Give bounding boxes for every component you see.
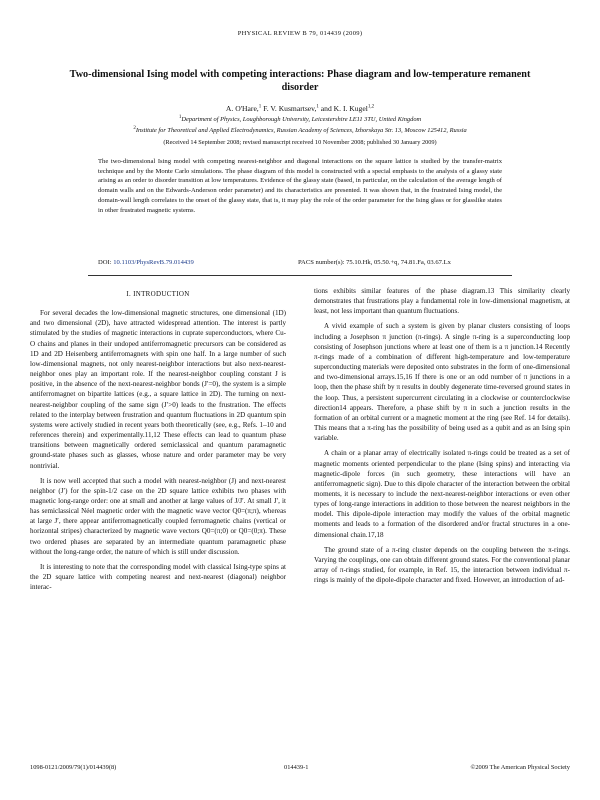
doi-link[interactable]: 10.1103/PhysRevB.79.014439 <box>113 259 194 266</box>
footer-issn: 1098-0121/2009/79(1)/014439(8) <box>30 764 117 771</box>
author-name: A. O'Hare, <box>225 104 259 113</box>
paragraph: tions exhibits similar features of the phase diagram.13 This similarity clearly demonstrates that frustrations play a fundamental role in low-dimensional magnetism, at least, not less important than quantum fluctuations. <box>314 287 570 316</box>
paragraph: A chain or a planar array of electrically isolated π-rings could be treated as a set of magnetic moments oriented perpendicular to the plane (Ising spins) and interacting via magnetic-dipole forces (in such geometry, these interactions will have an antiferromagnetic sign). Due to this dipole character of the interaction between the orbital moments, it is necessary to include the next-nearest-neighbor interactions or even other types of long-range interactions in addition to those between the nearest neighbors in the model. This dipole-dipole interaction may modify the values of the orbital magnetic moments and leads to a formation of the disordered and/or fractal structures in a one-dimensional chain.17,18 <box>314 449 570 539</box>
affiliation-mark: 1 <box>178 114 182 120</box>
paragraph: It is now well accepted that such a model with nearest-neighbor (J) and next-nearest neighbor (J′) for the spin-1/2 case on the 2D square lattice exhibits two phases with magnetic long-range order: one at small and another at large values of J/J′. At small J′, it has semiclassical Néel magnetic order with the magnetic wave vector Q0=(π;π), whereas at large J′, there appear antiferromagnetically coupled ferromagnetic chains (vertical or horizontal stripes) characterized by magnetic wave vectors Q0=(π;0) or Q0=(0;π). These two ordered phases are separated by an intermediate quantum paramagnetic phase without the long-range order, the nature of which is still under discussion. <box>30 476 286 556</box>
author-name: and K. I. Kugel <box>320 104 368 113</box>
abstract: The two-dimensional Ising model with competing nearest-neighbor and diagonal interactions on the square lattice is studied by the transfer-matrix technique and by the Monte Carlo simulations. The phase diagram of this model is constructed with a special emphasis to the analysis of a glassy state arising as an order to disorder transition at low temperatures. Evidence of the glassy state (based, in particular, on the calculation of the average length of domain walls and on the Edwards-Anderson order parameter) and its characteristics are presented. It was shown that, in the frustrated Ising model, the domain-wall length correlates to the onset of the glassy state, that is, it may play the role of the order parameter for the Ising glass or for glasslike states in other frustrated magnetic systems. <box>98 158 502 214</box>
affiliation-text: Institute for Theoretical and Applied Electrodynamics, Russian Academy of Sciences, Izhorskaya Str. 13, Moscow 125412, Russia <box>135 127 467 134</box>
paper-title: Two-dimensional Ising model with competing interactions: Phase diagram and low-temperature remanent disorder <box>69 69 531 93</box>
header-divider <box>88 275 512 276</box>
doi-pacs-row <box>98 259 502 269</box>
author-affil-mark: 1 <box>258 104 262 110</box>
pacs-numbers: PACS number(s): 75.10.Hk, 05.50.+q, 74.81.Fa, 03.67.Lx <box>298 259 451 266</box>
author-list <box>40 104 560 114</box>
author-affil-mark: 1 <box>316 104 319 110</box>
affiliation-2 <box>40 126 560 135</box>
paragraph: A vivid example of such a system is given by planar clusters consisting of loops including a Josephson π junction (π-rings). A single π-ring is a superconducting loop consisting of Josephson junctions where at least one of them is a π junction.14 Recently π-rings made of a combination of different high-temperature and low-temperature superconducting materials were deposited onto substrates in the form of one-dimensional and two-dimensional arrays.15,16 If there is one or an odd number of π junctions in a loop, then the phase shift by π results in doubly degenerate time-reversed ground states in the loop. Thus, a persistent supercurrent circulating in a clockwise or counterclockwise direction14 appears. Therefore, a phase shift by π in such a junction results in the formation of an orbital current or a magnetic moment at the ring (see Ref. 14 for details). This means that a π-ring has the possibility of being used as a qubit and as an Ising spin variable. <box>314 322 570 443</box>
right-column <box>314 286 570 746</box>
paragraph: It is interesting to note that the corresponding model with classical Ising-type spins at the 2D square lattice with competing nearest and next-nearest (diagonal) neighbor interac- <box>30 562 286 592</box>
doi-label: DOI: <box>98 259 112 266</box>
footer-copyright: ©2009 The American Physical Society <box>470 764 570 771</box>
left-column <box>30 287 286 747</box>
affiliation-text: Department of Physics, Loughborough University, Leicestershire LE11 3TU, United Kingdom <box>181 116 422 123</box>
section-heading: I. INTRODUCTION <box>126 290 190 298</box>
paragraph: The ground state of a π-ring cluster depends on the coupling between the π-rings. Varying the couplings, one can obtain different ground states. For the conventional planar array of π-rings studied, for example, in Ref. 15, the interaction between individual π-rings is mainly of the dipole-dipole character and fixed. However, an introduction of ad- <box>314 545 570 585</box>
author-name: F. V. Kusmartsev, <box>263 104 317 113</box>
paragraph: For several decades the low-dimensional magnetic structures, one dimensional (1D) and two dimensional (2D), have attracted widespread attention. The interest is partly stimulated by the studies of magnetic interactions in cuprate superconductors, where Cu-O chains and planes in their undoped antiferromagnetic precursors can be considered as 1D and 2D Heisenberg antiferromagnets with spin one half. In a large number of such low-dimensional magnets, not only nearest-neighbor interactions but also next-nearest-neighbor ones play an important role. If the nearest-neighbor coupling constant J is positive, in the absence of the next-nearest-neighbor bonds (J′=0), the system is a simple antiferromagnet on bipartite lattices (e.g., a square lattice in 2D). The turning on next-nearest-neighbor coupling of the same sign (J′>0) leads to the frustration. The effects related to the interplay between frustration and quantum fluctuations in 2D quantum spin systems were actively studied in recent years both theoretically (see, e.g., Refs. 1–10 and references therein) and experimentally.11,12 These effects can lead to quantum phase transitions between magnetically ordered semiclassical and quantum paramagnetic ground-state phases such as glasses, whose nature and order parameter may be very nontrivial. <box>30 309 286 470</box>
affiliation-mark: 2 <box>133 125 136 131</box>
page-footer <box>30 764 570 774</box>
footer-page-number: 014439-1 <box>284 764 309 771</box>
author-affil-mark: 1,2 <box>367 104 375 110</box>
doi <box>98 259 194 266</box>
received-dates: (Received 14 September 2008; revised manuscript received 10 November 2008; published 30 January 2009) <box>163 139 437 146</box>
affiliation-1 <box>40 115 560 124</box>
running-head: PHYSICAL REVIEW B 79, 014439 (2009) <box>237 30 363 37</box>
